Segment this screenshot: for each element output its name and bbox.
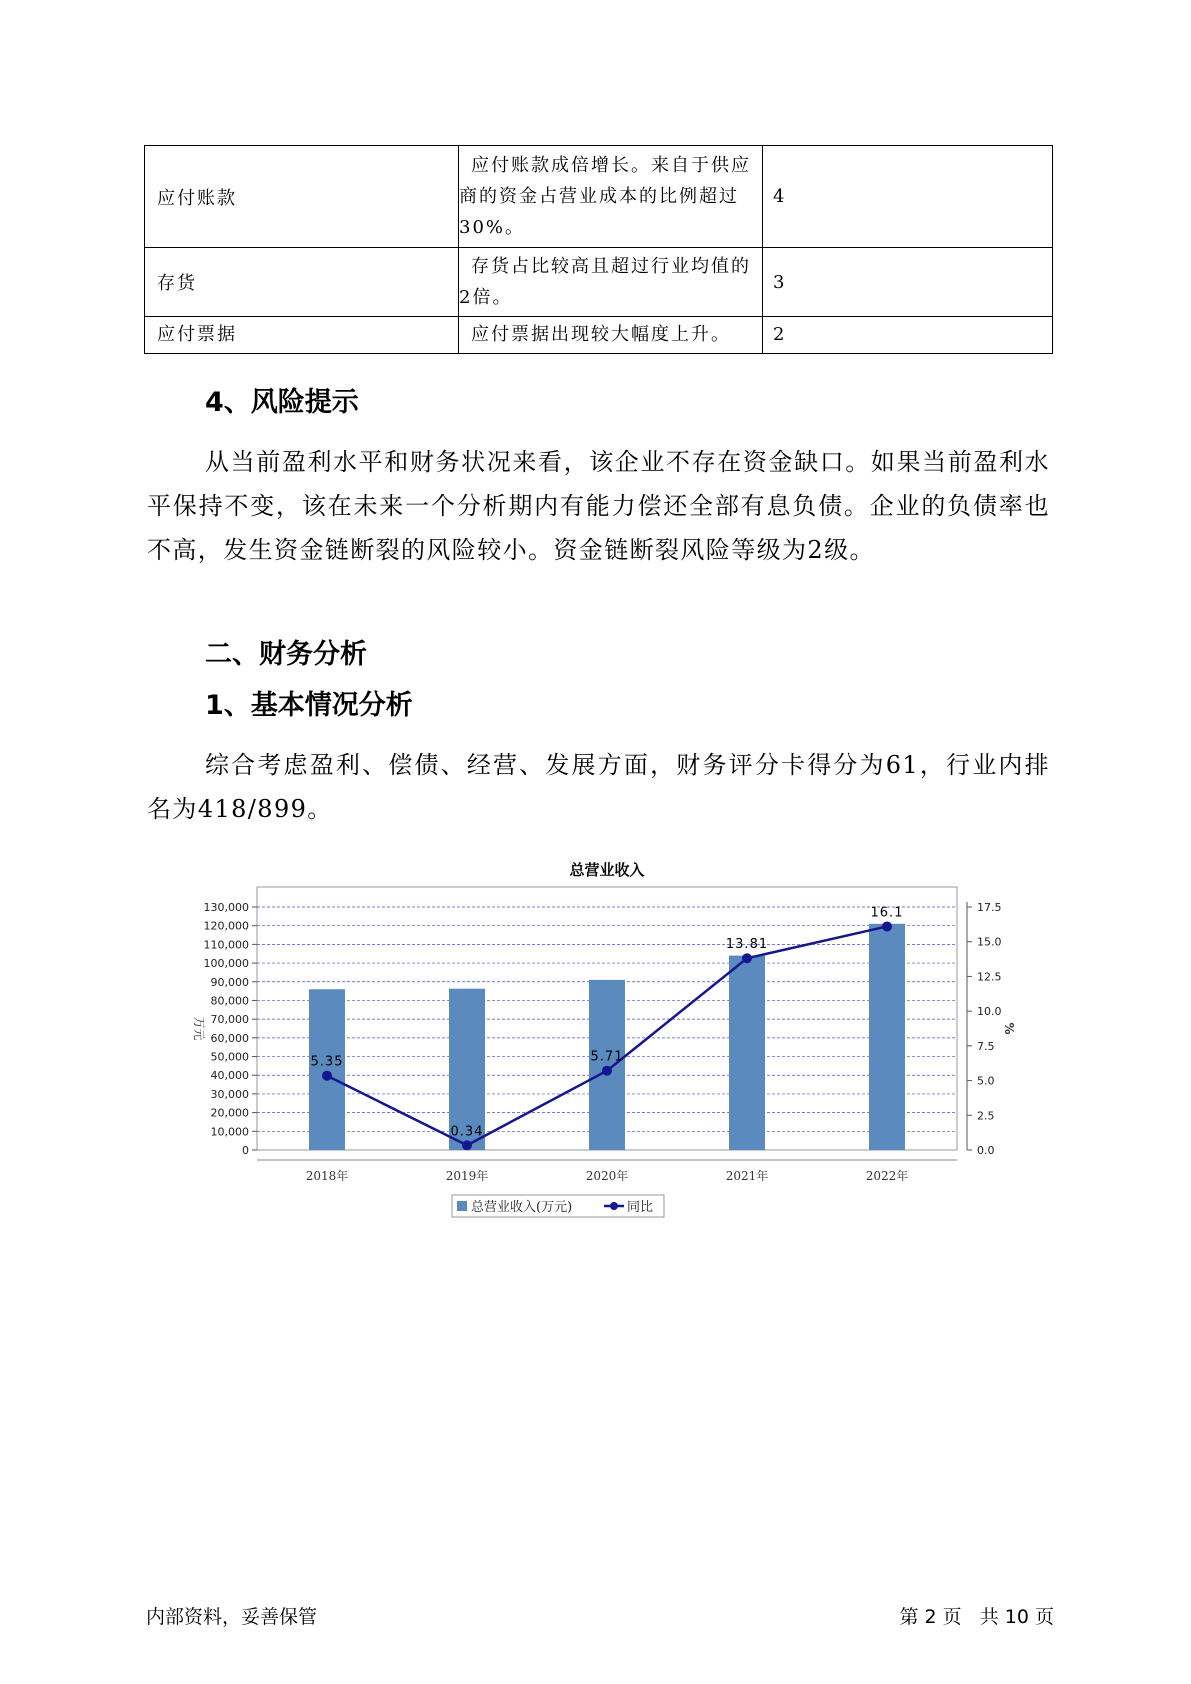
y2-tick-label: 5.0 (977, 1074, 995, 1088)
x-tick-label: 2022年 (865, 1169, 909, 1183)
data-label: 5.71 (590, 1049, 624, 1065)
x-tick-label: 2018年 (305, 1169, 349, 1183)
table-cell-item: 应付账款 (145, 146, 459, 248)
y-tick-label: 130,000 (203, 901, 249, 914)
table-cell-item: 存货 (145, 248, 459, 317)
y2-tick-label: 17.5 (977, 901, 1002, 914)
basic-heading: 1、基本情况分析 (205, 690, 413, 721)
x-tick-label: 2020年 (585, 1169, 629, 1183)
y-axis-label: 万元 (192, 1016, 206, 1041)
y-tick-label: 90,000 (210, 975, 249, 989)
y2-axis-label: % (1002, 1022, 1016, 1035)
y-tick-label: 80,000 (210, 994, 249, 1008)
y-tick-label: 40,000 (210, 1069, 249, 1083)
chart-title: 总营业收入 (569, 861, 645, 879)
table-cell-desc: 存货占比较高且超过行业均值的2倍。 (459, 248, 763, 317)
bar (869, 924, 905, 1150)
finance-heading: 二、财务分析 (205, 639, 367, 670)
data-label: 13.81 (725, 937, 769, 953)
legend-bar-swatch (457, 1201, 467, 1211)
series-point (742, 953, 752, 963)
y2-tick-label: 7.5 (977, 1039, 995, 1053)
risk-table (144, 145, 1053, 354)
series-point (462, 1140, 472, 1150)
data-label: 16.1 (870, 905, 904, 921)
data-label: 5.35 (310, 1054, 344, 1070)
table-cell-desc: 应付账款成倍增长。来自于供应商的资金占营业成本的比例超过30%。 (459, 146, 763, 248)
data-label: 0.34 (450, 1124, 484, 1140)
y2-tick-label: 0.0 (977, 1144, 995, 1157)
footer-left: 内部资料，妥善保管 (146, 1606, 318, 1628)
table-cell-level: 2 (763, 317, 1053, 354)
risk-heading: 4、风险提示 (205, 387, 359, 418)
table-row (145, 317, 1053, 354)
table-cell-desc: 应付票据出现较大幅度上升。 (459, 317, 763, 354)
y2-tick-label: 15.0 (977, 935, 1002, 949)
y-tick-label: 20,000 (210, 1106, 249, 1120)
y-tick-label: 70,000 (210, 1013, 249, 1027)
x-tick-label: 2021年 (725, 1169, 769, 1183)
basic-paragraph: 综合考虑盈利、偿债、经营、发展方面，财务评分卡得分为61，行业内排名为418/899。 (147, 751, 1050, 823)
legend-bar-label: 总营业收入(万元) (471, 1200, 573, 1215)
bar (589, 980, 625, 1150)
series-point (322, 1071, 332, 1081)
y2-tick-label: 2.5 (977, 1109, 995, 1123)
table-row (145, 146, 1053, 248)
revenue-chart (180, 855, 1016, 1325)
table-row (145, 248, 1053, 317)
y-tick-label: 50,000 (210, 1050, 249, 1064)
risk-paragraph: 从当前盈利水平和财务状况来看，该企业不存在资金缺口。如果当前盈利水平保持不变，该在未来一个分析期内有能力偿还全部有息负债。企业的负债率也不高，发生资金链断裂的风险较小。资金链断裂风险等级为2级。 (147, 448, 1050, 564)
table-cell-level: 4 (763, 146, 1053, 248)
legend-line-label: 同比 (627, 1200, 654, 1215)
y-tick-label: 10,000 (210, 1125, 249, 1139)
footer-page-number: 第 2 页 共 10 页 (899, 1606, 1054, 1628)
y-tick-label: 30,000 (210, 1087, 249, 1101)
y2-tick-label: 10.0 (977, 1005, 1002, 1019)
series-point (882, 921, 892, 931)
y-tick-label: 110,000 (203, 938, 249, 952)
table-cell-level: 3 (763, 248, 1053, 317)
x-tick-label: 2019年 (445, 1169, 489, 1183)
legend-line-marker (610, 1202, 618, 1210)
y-tick-label: 100,000 (203, 957, 249, 971)
y2-tick-label: 12.5 (977, 970, 1002, 984)
series-point (602, 1066, 612, 1076)
table-cell-item: 应付票据 (145, 317, 459, 354)
y-tick-label: 0 (242, 1144, 249, 1157)
bar (729, 956, 765, 1150)
y-tick-label: 120,000 (203, 919, 249, 933)
y-tick-label: 60,000 (210, 1031, 249, 1045)
